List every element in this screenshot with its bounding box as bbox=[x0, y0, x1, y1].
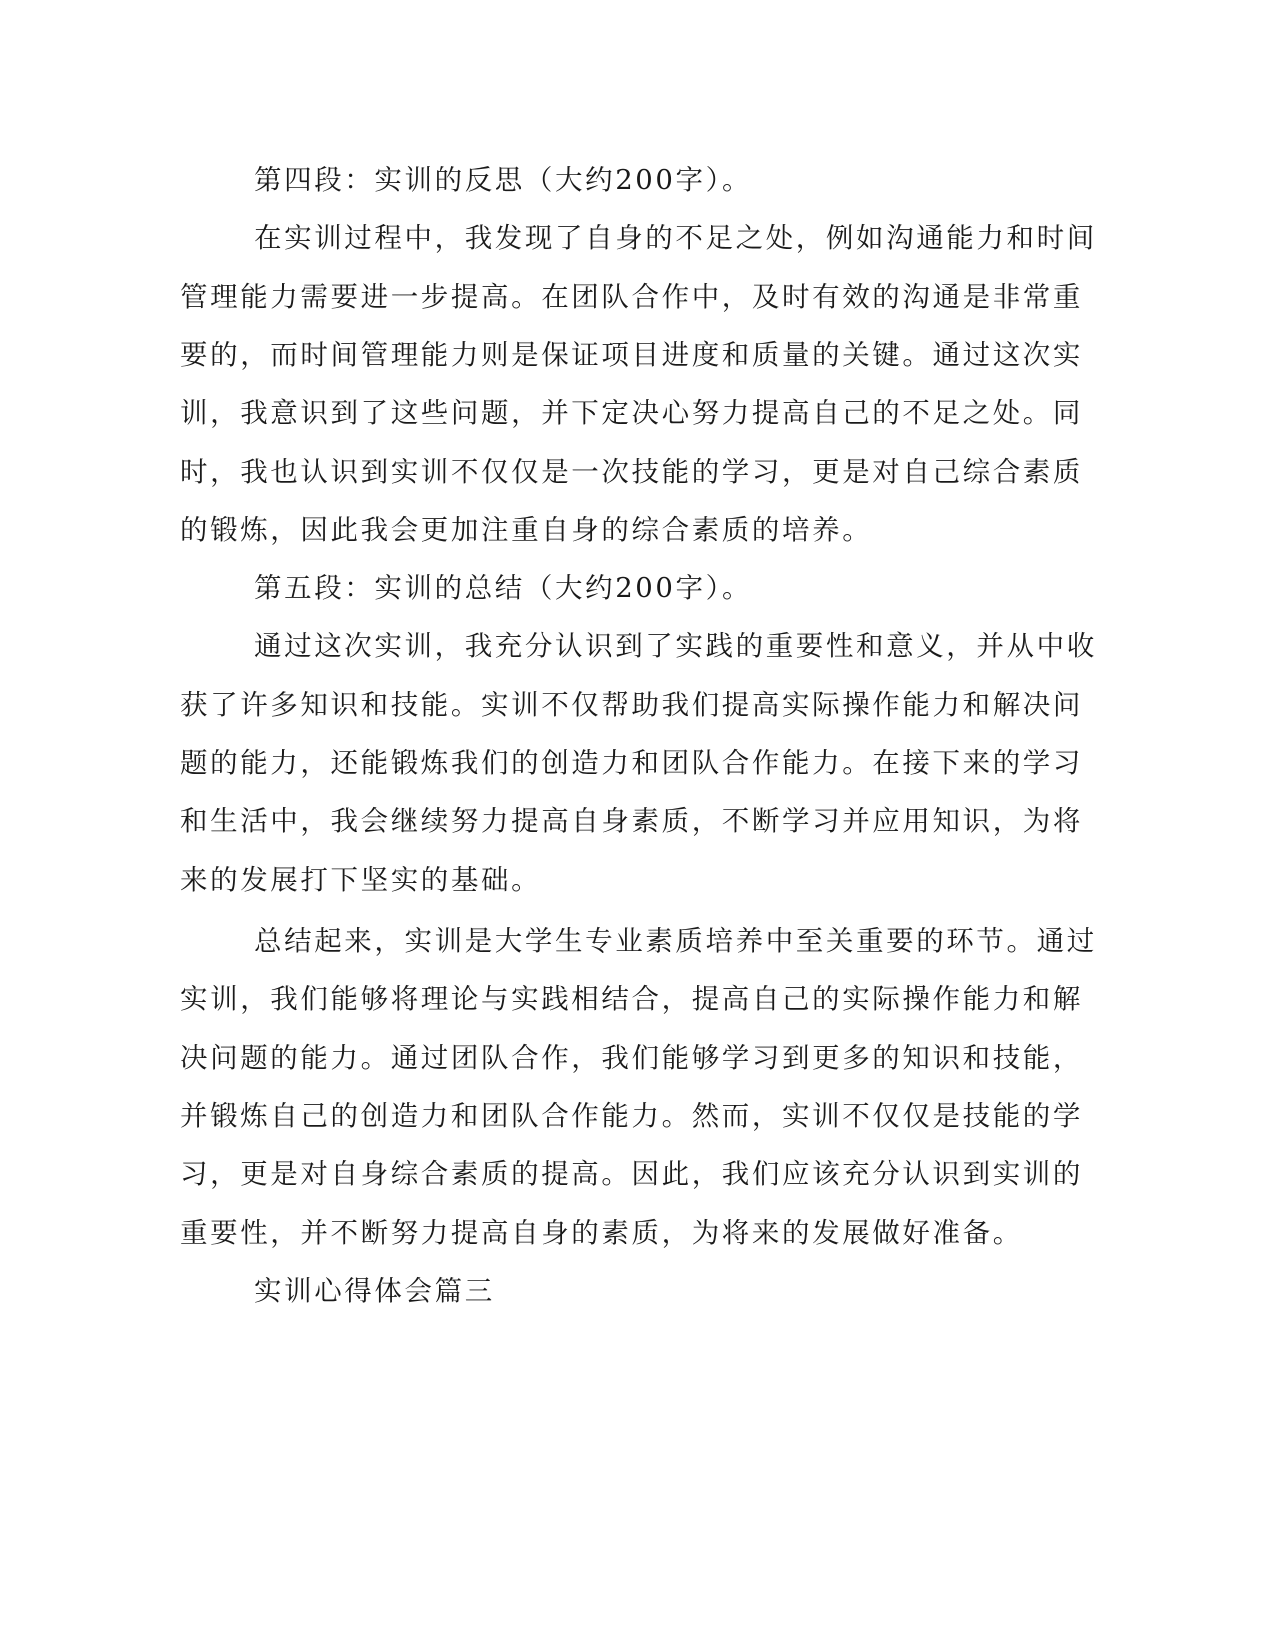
section5-line-2: 获了许多知识和技能。实训不仅帮助我们提高实际操作能力和解决问 bbox=[180, 689, 1083, 721]
conclusion-line-3: 决问题的能力。通过团队合作，我们能够学习到更多的知识和技能， bbox=[180, 1042, 1083, 1074]
section4-line-4: 训，我意识到了这些问题，并下定决心努力提高自己的不足之处。同 bbox=[180, 397, 1083, 429]
section4-line-3: 要的，而时间管理能力则是保证项目进度和质量的关键。通过这次实 bbox=[180, 339, 1083, 371]
section5-line-5: 来的发展打下坚实的基础。 bbox=[180, 864, 542, 896]
section4-heading: 第四段：实训的反思（大约200字）。 bbox=[254, 164, 753, 196]
section4-line-1: 在实训过程中，我发现了自身的不足之处，例如沟通能力和时间 bbox=[254, 222, 1097, 254]
next-section-heading: 实训心得体会篇三 bbox=[254, 1275, 495, 1307]
section4-line-2: 管理能力需要进一步提高。在团队合作中，及时有效的沟通是非常重 bbox=[180, 281, 1083, 313]
section4-line-5: 时，我也认识到实训不仅仅是一次技能的学习，更是对自己综合素质 bbox=[180, 456, 1083, 488]
conclusion-line-5: 习，更是对自身综合素质的提高。因此，我们应该充分认识到实训的 bbox=[180, 1158, 1083, 1190]
section5-heading: 第五段：实训的总结（大约200字）。 bbox=[254, 572, 753, 604]
conclusion-line-6: 重要性，并不断努力提高自身的素质，为将来的发展做好准备。 bbox=[180, 1217, 1023, 1249]
section5-line-1: 通过这次实训，我充分认识到了实践的重要性和意义，并从中收 bbox=[254, 630, 1097, 662]
conclusion-line-2: 实训，我们能够将理论与实践相结合，提高自己的实际操作能力和解 bbox=[180, 983, 1083, 1015]
conclusion-line-1: 总结起来，实训是大学生专业素质培养中至关重要的环节。通过 bbox=[254, 925, 1097, 957]
section5-line-3: 题的能力，还能锻炼我们的创造力和团队合作能力。在接下来的学习 bbox=[180, 747, 1083, 779]
conclusion-line-4: 并锻炼自己的创造力和团队合作能力。然而，实训不仅仅是技能的学 bbox=[180, 1100, 1083, 1132]
section5-line-4: 和生活中，我会继续努力提高自身素质，不断学习并应用知识，为将 bbox=[180, 805, 1083, 837]
section4-line-6: 的锻炼，因此我会更加注重自身的综合素质的培养。 bbox=[180, 514, 873, 546]
